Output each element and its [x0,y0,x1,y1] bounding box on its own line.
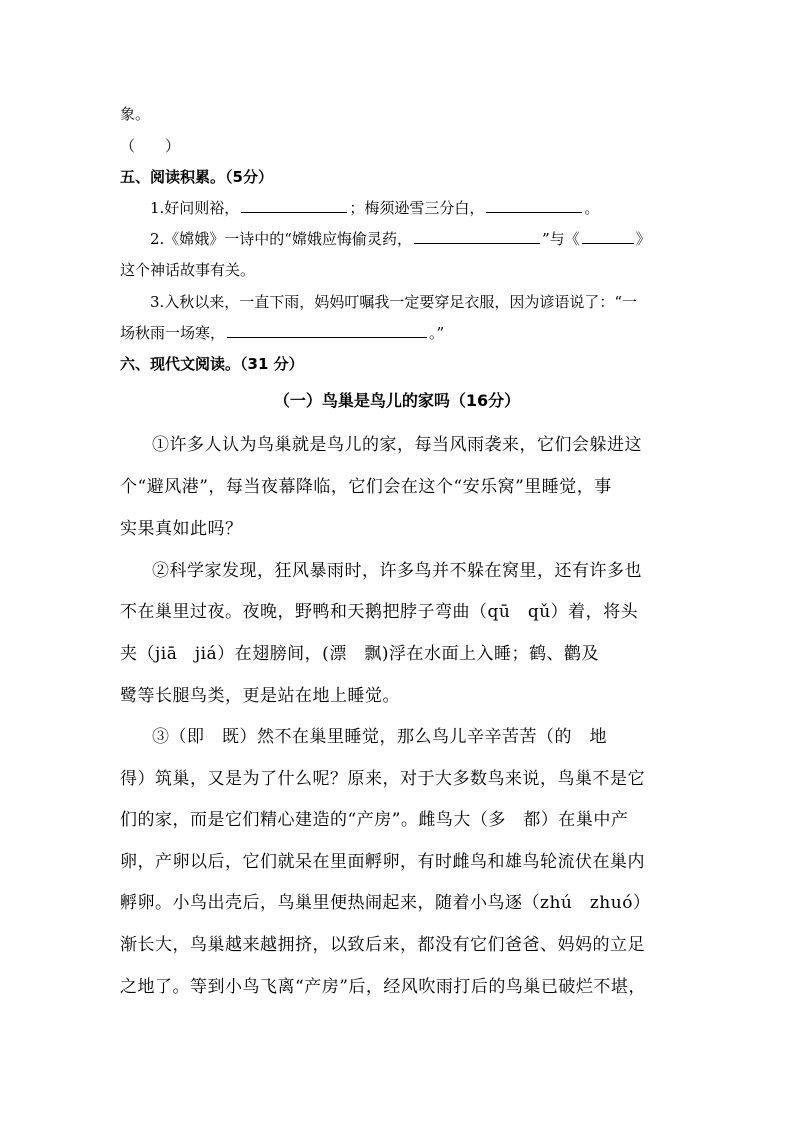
question-2-cont: 这个神话故事有关。 [120,261,256,279]
q2-text-c: 》 [635,230,651,248]
article-line-4: ②科学家发现，狂风暴雨时，许多鸟并不躲在窝里，还有许多也 [152,561,642,581]
article-line-1: ①许多人认为鸟巢就是鸟儿的家，每当风雨袭来，它们会躲进这 [152,435,642,455]
article-line-14: 之地了。等到小鸟飞离“产房”后，经风吹雨打后的鸟巢已破烂不堪， [120,977,646,997]
question-3-cont [120,322,444,343]
section-six-heading: 六、现代文阅读。（31 分） [120,355,304,373]
article-line-2: 个“避风港”，每当夜幕降临，它们会在这个“安乐窝”里睡觉，事 [120,477,612,497]
q1-text-b: ；梅须逊雪三分白， [349,199,485,217]
q3-text-c: 。” [429,324,445,342]
question-1 [150,197,599,218]
q3-text-b: 场秋雨一场寒， [120,324,226,342]
q1-text-c: 。 [584,199,600,217]
section-five-heading: 五、阅读积累。（5分） [120,168,273,186]
article-line-8: ③（即 既）然不在巢里睡觉，那么鸟儿辛辛苦苦（的 地 [152,727,607,747]
q2-blank-2[interactable] [582,242,634,244]
q1-blank-2[interactable] [486,211,582,213]
article-line-11: 卵，产卵以后，它们就呆在里面孵卵，有时雌鸟和雄鸟轮流伏在巢内 [120,852,645,872]
article-line-12: 孵卵。小鸟出壳后，鸟巢里便热闹起来，随着小鸟逐（zhú zhuó） [120,893,651,913]
article-line-3: 实果真如此吗？ [120,519,243,539]
q2-blank-1[interactable] [414,242,540,244]
article-title: （一）鸟巢是鸟儿的家吗（16分） [273,391,521,410]
q1-text-a: 1.好问则裕， [150,199,240,217]
question-3: 3.入秋以来，一直下雨，妈妈叮嘱我一定要穿足衣服，因为谚语说了：“一 [150,293,637,311]
article-line-9: 得）筑巢，又是为了什么呢？原来，对于大多数鸟来说，鸟巢不是它 [120,769,645,789]
article-line-5: 不在巢里过夜。夜晚，野鸭和天鹅把脖子弯曲（qū qǔ）着，将头 [120,602,639,622]
q3-blank[interactable] [227,336,427,338]
q1-blank-1[interactable] [241,211,347,213]
prev-question-tail: 象。 [120,105,151,123]
answer-paren: （ ） [120,137,181,155]
question-2 [150,228,651,249]
article-line-10: 们的家，而是它们精心建造的“产房”。雌鸟大（多 都）在巢中产 [120,810,629,830]
article-line-13: 渐长大，鸟巢越来越拥挤，以致后来，都没有它们爸爸、妈妈的立足 [120,935,645,955]
article-line-7: 鹭等长腿鸟类，更是站在地上睡觉。 [120,686,400,706]
q2-text-a: 2.《嫦娥》一诗中的“嫦娥应悔偷灵药， [150,230,412,248]
article-line-6: 夹（jiā jiá）在翅膀间，(漂 飘)浮在水面上入睡；鹤、鹳及 [120,644,599,664]
q2-text-b: ”与《 [541,230,580,248]
